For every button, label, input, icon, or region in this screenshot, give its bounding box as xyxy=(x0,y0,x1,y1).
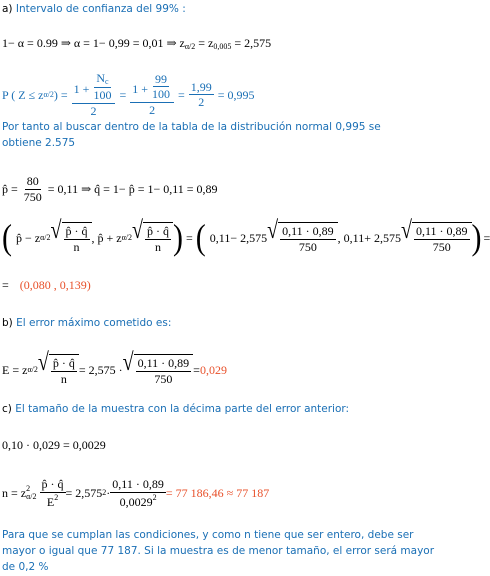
n-dot: · xyxy=(106,486,111,501)
phat-num: 80 xyxy=(26,174,39,188)
n-left: n = z xyxy=(2,486,27,501)
paren-close-2: ) xyxy=(471,217,482,257)
interval-equals-2: = xyxy=(483,230,490,245)
part-c-title: El tamaño de la muestra con la décima parte del error anterior: xyxy=(15,403,350,415)
n-fraction-1 xyxy=(40,478,66,508)
part-a-heading xyxy=(2,4,186,15)
part-a-title: Intervalo de confianza del 99% : xyxy=(15,3,186,15)
paren-open-2: ( xyxy=(195,217,206,257)
alpha-sub2: 0,005 xyxy=(213,42,232,51)
part-b-heading xyxy=(2,318,171,329)
n-sup: 2 xyxy=(26,484,31,494)
phat-left: p̂ = xyxy=(2,182,18,197)
prob-f2-99: 99 xyxy=(155,71,167,86)
interval-left: p̂ − z xyxy=(16,230,41,245)
interval-val-den-1: 750 xyxy=(298,239,317,254)
prob-f1-num: 1 + xyxy=(73,81,90,96)
interval-equals: = xyxy=(186,230,193,245)
error-sqrt-2: √ $\frac{0,11 \cdot 0,89}{750}$ xyxy=(123,354,194,385)
n-f2-den-sup: 2 xyxy=(152,492,157,502)
interval-sqrt-1: √ $\frac{p̂ \cdot q̂}{n}$ xyxy=(51,222,92,253)
prob-f2-one: 1 + xyxy=(132,81,148,96)
n-mid: = 2,575 xyxy=(65,486,103,501)
part-c-letter: c) xyxy=(2,403,12,415)
part-c-heading xyxy=(2,404,349,415)
prob-f1-nc-sub: c xyxy=(104,77,109,86)
phat-fraction xyxy=(22,175,44,203)
conclusion-line-1: Para que se cumplan las condiciones, y como n tiene que ser entero, debe ser xyxy=(2,529,414,541)
prob-f1-nc: $N_c$ xyxy=(94,72,110,88)
interval-result-line xyxy=(2,279,91,291)
note-line-2: obtiene 2.575 xyxy=(2,137,76,149)
interval-pq-1: p̂ · q̂ xyxy=(65,224,88,238)
alpha-rest: = z xyxy=(195,36,214,50)
interval-mid: , p̂ + z xyxy=(91,230,122,245)
n-fraction-2 xyxy=(110,478,166,508)
prob-fraction-1 xyxy=(72,72,116,118)
error-mid: = 2,575 · xyxy=(78,362,123,377)
error-n: n xyxy=(60,371,67,386)
interval-n-1: n xyxy=(73,239,80,254)
interval-sqrt-2: √ $\frac{p̂ \cdot q̂}{n}$ xyxy=(132,222,173,253)
n-sub: α/2 xyxy=(26,492,37,502)
error-left: E = z xyxy=(2,362,28,377)
prob-sub: α/2 xyxy=(43,89,54,99)
n-result: = 77 186,46 ≈ 77 187 xyxy=(165,486,270,501)
interval-result: (0,080 , 0,139) xyxy=(19,278,91,292)
interval-sub-1: α/2 xyxy=(40,232,51,242)
note-line-1: Por tanto al buscar dentro de la tabla de la distribución normal 0,995 se xyxy=(2,121,381,133)
paren-open-1: ( xyxy=(2,217,12,257)
n-f1-num: p̂ · q̂ xyxy=(41,477,64,491)
paren-close-1: ) xyxy=(173,217,183,257)
prob-f2-den: 2 xyxy=(149,103,156,118)
n-f1-den: E xyxy=(46,494,55,509)
prob-f1-den: 2 xyxy=(90,103,97,118)
probability-line: P ( Z ≤ z α/2 ) = 1 + $\frac{N_c}{100}$ 2 = 1 + $\frac{99}{100}$ 2 = $\frac{1,99}{2}$ = 0,995 xyxy=(2,71,255,118)
interval-val-num-2: 0,11 · 0,89 xyxy=(415,224,468,238)
n-f1-den-sup: 2 xyxy=(54,492,59,502)
error-result: 0,029 xyxy=(199,362,227,377)
interval-pq-2: p̂ · q̂ xyxy=(147,224,169,238)
result-equals: = xyxy=(2,278,9,292)
prob-f2-100: 100 xyxy=(152,87,170,102)
prob-fraction-3 xyxy=(189,81,214,109)
error-eq: = xyxy=(193,362,200,377)
interval-sqrt-3: √ $\frac{0,11 \cdot 0,89}{750}$ xyxy=(267,222,338,253)
part-a-letter: a) xyxy=(2,3,13,15)
sample-size-line xyxy=(2,478,269,508)
prob-close: ) = xyxy=(53,87,68,102)
prob-f3-den: 2 xyxy=(198,95,205,110)
prob-f1-100: 100 xyxy=(93,88,112,103)
interval-right-1: 0,11− 2,575 xyxy=(209,230,268,245)
prob-fraction-2 xyxy=(130,73,174,117)
conclusion-line-3: de 0,2 % xyxy=(2,561,49,573)
alpha-line xyxy=(2,37,271,51)
interval-right-2: , 0,11+ 2,575 xyxy=(337,230,401,245)
tenth-error-line: 0,10 · 0,029 = 0,0029 xyxy=(2,438,106,452)
interval-val-den-2: 750 xyxy=(432,239,451,254)
error-sub: α/2 xyxy=(27,364,38,374)
phat-den: 750 xyxy=(23,189,42,204)
phat-rest: = 0,11 ⇒ q̂ = 1− p̂ = 1− 0,11 = 0,89 xyxy=(47,182,218,197)
error-sqrt-1: √ $\frac{p̂ \cdot q̂}{n}$ xyxy=(38,354,79,385)
prob-f1-inner xyxy=(91,72,113,102)
error-val-den: 750 xyxy=(154,371,173,386)
interval-n-2: n xyxy=(155,239,161,254)
part-b-letter: b) xyxy=(2,317,13,329)
conclusion-line-2: mayor o igual que 77 187. Si la muestra es de menor tamaño, el error será mayor xyxy=(2,545,435,557)
prob-f3-num: 1,99 xyxy=(190,79,212,94)
error-pq: p̂ · q̂ xyxy=(52,356,75,370)
alpha-end: = 2,575 xyxy=(231,36,272,50)
n-f2-num: 0,11 · 0,89 xyxy=(112,477,164,491)
n-mid-sup: 2 xyxy=(102,488,107,498)
interval-val-num-1: 0,11 · 0,89 xyxy=(282,224,334,238)
n-f2-den: 0,0029 xyxy=(119,494,153,509)
alpha-sub: α/2 xyxy=(184,42,196,51)
error-line xyxy=(2,348,227,386)
interval-sub-2: α/2 xyxy=(121,232,133,242)
interval-sqrt-4: √ $\frac{0,11 \cdot 0,89}{750}$ xyxy=(401,222,472,253)
prob-left: P ( Z ≤ z xyxy=(2,87,44,102)
prob-result: = 0,995 xyxy=(217,87,255,102)
part-b-title: El error máximo cometido es: xyxy=(16,317,172,329)
interval-line xyxy=(2,216,490,257)
alpha-eq: 1− α = 0.99 ⇒ α = 1− 0,99 = 0,01 ⇒ z xyxy=(2,36,185,50)
prob-f2-inner xyxy=(150,73,172,101)
phat-line xyxy=(2,175,218,203)
error-val-num: 0,11 · 0,89 xyxy=(137,356,190,370)
